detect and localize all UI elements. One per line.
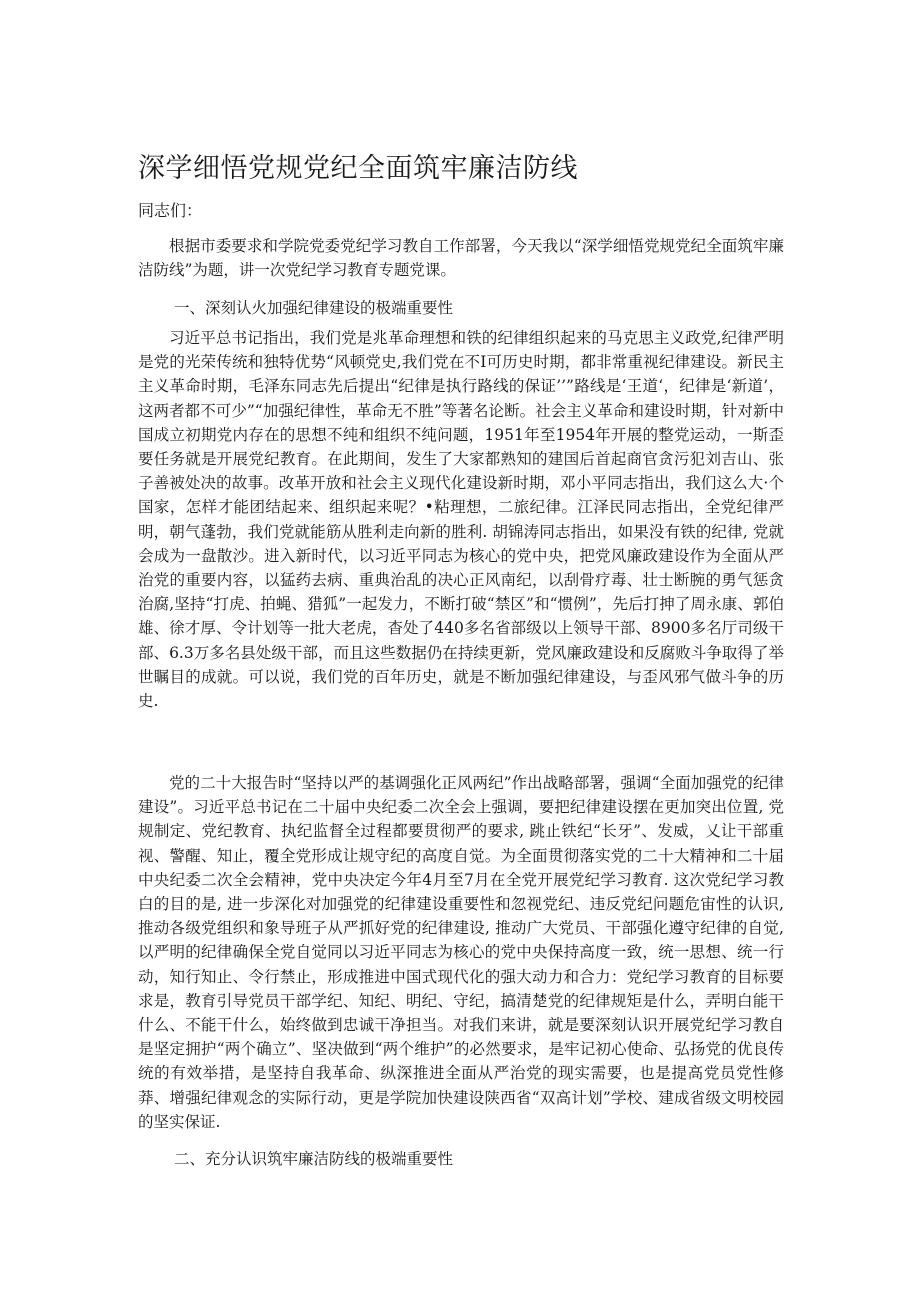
section-heading-2: 二、充分认识筑牢廉洁防线的极端重要性	[174, 1150, 454, 1168]
intro-paragraph: 根据市委要求和学院党委党纪学习教自工作部署，今天我以“深学细悟党规党纪全面筑牢廉洁防线”为题，讲一次党纪学习教育专题党课。	[138, 237, 784, 280]
section-heading-1: 一、深刻认火加强纪律建设的极端重要性	[174, 299, 454, 317]
section1-paragraph-1: 习近平总书记指出，我们党是兆革命理想和铁的纪律组织起来的马克思主义政党,纪律严明是党的光荣传统和独特优势“风顿党史,我们党在不I可历史时期，都非常重视纪律建设。新民主主义革命时期，毛泽东同志先后提出“纪律是执行路线的保证’’”路线是‘王道‘，纪律是‘新道’，这两者都不可少”“加强纪律性，革命无不胜”等著名论断。社会主义革命和建设时期，针对新中国成立初期党内存在的思想不纯和组织不纯问题，1951年至1954年开展的整党运动，一斯歪要任务就是开展党纪教育。在此期间，发生了大家都熟知的建国后首起商官贪污犯刘吉山、张子善被处决的故事。改革开放和社会主义现代化建设新时期，邓小平同志指出，我们这么大·个国家，怎样才能团结起来、组织起来呢？•粘理想，二旅纪律。江泽民同志指出，全党纪律严明，朝气蓬勃，我们党就能筋从胜利走向新的胜利. 胡锦涛同志指出，如果没有铁的纪律, 党就会成为一盘散沙。进入新时代，以习近平同志为核心的党中央，把党风廉政建设作为全面从严治党的重要内容，以猛药去病、重典治乱的决心正风南纪，以刮骨疗毒、壮士断腕的勇气惩贪治腐,坚持“打虎、拍蝇、猎狐”一起发力，不断打破“禁区”和“惯例”，先后打抻了周永康、郭伯雄、徐才厚、令计划等一批大老虎，杳处了440多名省部级以上领导干部、8900多名厅司级干部、6.3万多名县处级干部，而且这些数据仍在持续更新，党风廉政建设和反腐败斗争取得了举世瞩目的成就。可以说，我们党的百年历史，就是不断加强纪律建设，与歪风邪气做斗争的历史.	[138, 329, 784, 711]
document-title: 深学细悟党规党纪全面筑牢廉洁防线	[138, 153, 578, 184]
salutation: 同志们：	[138, 201, 203, 220]
section1-paragraph-2: 党的二十大报告时“坚持以严的基调强化正风两纪”作出战略部署，强调“全面加强党的纪律建设”。习近平总书记在二十届中央纪委二次全会上强调，要把纪律建设摆在更加突出位置, 党规制定、党纪教育、执纪监督全过程都要贯彻严的要求, 跳止铁纪“长牙”、发威，乂让干部重视、警醒、知止，覆全党形成让规守纪的高度自觉。为全面贯彻落实党的二十大精神和二十届中央纪委二次全会精神，党中央决定今年4月至7月在全党开展党纪学习教育. 这次党纪学习教白的目的是, 进一步深化对加强党的纪律建设重要性和忽视党纪、违反党纪问题危宙性的认识, 推动各级党组织和象导班子从严抓好党的纪律建设, 推动广大党员、干部强化遵守纪律的自觉, 以严明的纪律确保全党自觉同以习近平同志为核心的党中央保持高度一致，统一思想、统一行动，知行知止、令行禁止，形成推进中国式现代化的强大动力和合力：党纪学习教育的目标要求是，教育引导党员干部学纪、知纪、明纪、守纪，搞清楚党的纪律规矩是什么，弄明白能干什么、不能干什么，始终做到忠诚干净担当。对我们来讲，就是要深刻认识开展党纪学习教自是坚定拥护“两个确立”、坚决做到“两个维护”的必然要求，是牢记初心使命、弘扬党的优良传统的有效举措，是坚持自我革命、纵深推进全面从严治党的现实需要，也是提高党员党性修莽、增强纪律观念的实际行动，更是学院加快建设陕西省“双高计划”学校、建成省级文明校园的坚实保证.	[138, 774, 784, 1131]
